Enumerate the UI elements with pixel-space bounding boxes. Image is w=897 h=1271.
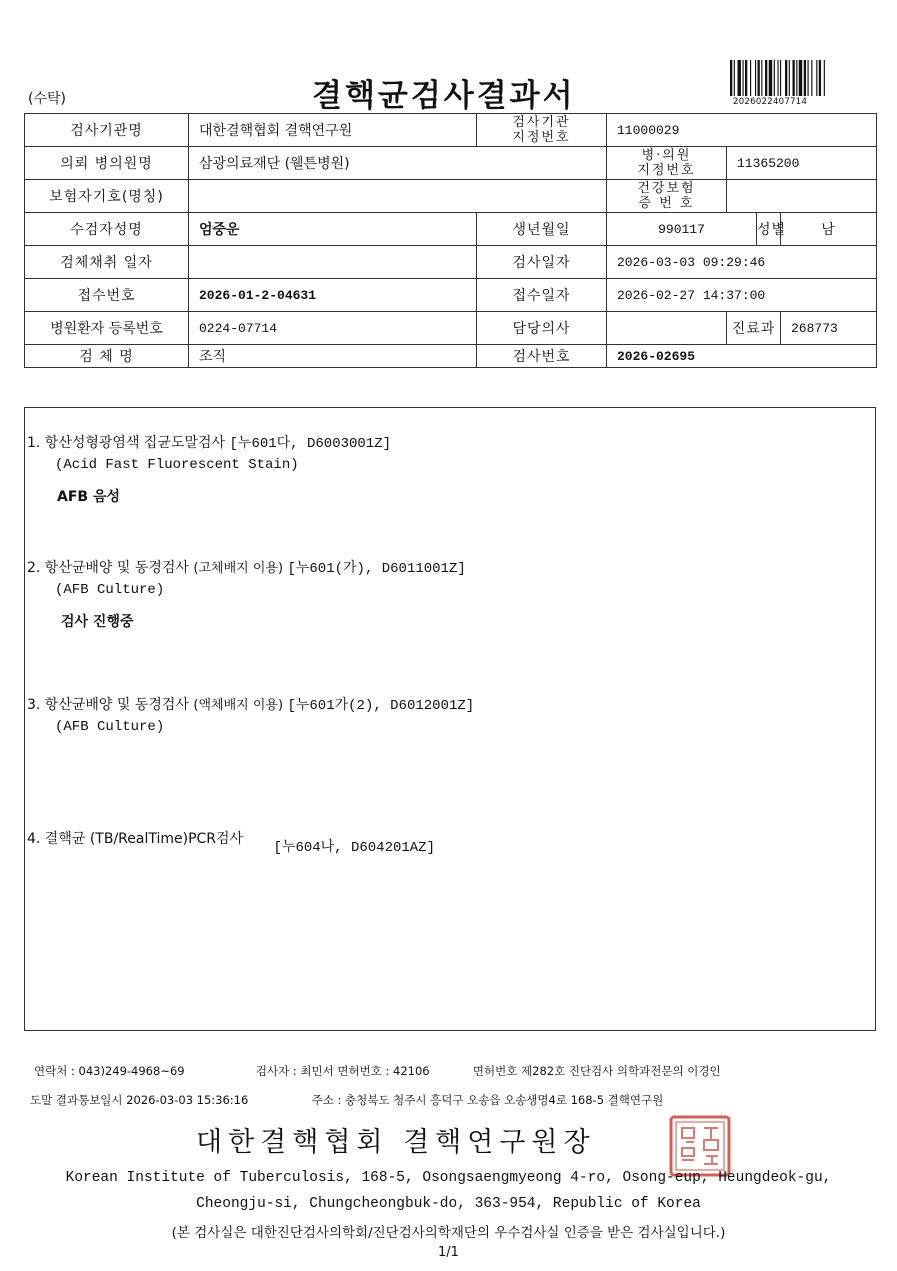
patient-label: 수검자성명	[25, 213, 189, 246]
page-number: 1/1	[438, 1245, 459, 1260]
result-item	[27, 694, 474, 738]
consignment-label: (수탁)	[28, 91, 66, 107]
specimen-value: 조직	[189, 345, 477, 368]
hospital-no-value: 11365200	[727, 147, 877, 180]
test-english: (AFB Culture)	[55, 582, 165, 598]
test-no-label: 검사번호	[477, 345, 607, 368]
receipt-date-label: 접수일자	[477, 279, 607, 312]
result-item	[27, 557, 466, 633]
barcode-number: 2026022407714	[733, 97, 808, 107]
result-item	[27, 828, 435, 856]
specimen-label: 검 체 명	[25, 345, 189, 368]
footer-line-2	[30, 1092, 663, 1108]
test-result: 검사 진행중	[61, 614, 134, 630]
health-no-value	[727, 180, 877, 213]
english-address-line-1: Korean Institute of Tuberculosis, 168-5, Osongsaengmyeong 4-ro, Osong-eup, Heungdeok-gu,	[65, 1170, 832, 1186]
collect-label: 검체채취 일자	[25, 246, 189, 279]
doctor-value	[607, 312, 727, 345]
reg-value: 0224-07714	[189, 312, 477, 345]
english-address-line-2: Cheongju-si, Chungcheongbuk-do, 363-954, Republic of Korea	[196, 1196, 701, 1212]
reg-label: 병원환자 등록번호	[25, 312, 189, 345]
test-code: [누601(가), D6011001Z]	[287, 561, 466, 577]
agency-no-label: 검사기관 지정번호	[477, 114, 607, 147]
test-medium: (액체배지 이용)	[193, 698, 284, 713]
health-no-label: 건강보험 증 번 호	[607, 180, 727, 213]
patient-value: 엄중운	[189, 213, 477, 246]
birth-label: 생년월일	[477, 213, 607, 246]
results-section	[24, 407, 876, 1031]
hospital-label: 의뢰 병의원명	[25, 147, 189, 180]
test-date-label: 검사일자	[477, 246, 607, 279]
patient-info-table	[24, 113, 877, 368]
test-no-value: 2026-02695	[607, 345, 877, 368]
test-code: [누604나, D604201AZ]	[273, 840, 435, 856]
agency-no-value: 11000029	[607, 114, 877, 147]
birth-value: 990117	[607, 213, 757, 246]
result-item	[27, 432, 391, 508]
test-title: 3. 항산균배양 및 동경검사	[27, 697, 189, 713]
dept-label: 진료과	[727, 312, 781, 345]
specialist-info: 면허번호 제282호 진단검사 의학과전문의 이경인	[472, 1064, 721, 1078]
dept-value: 268773	[781, 312, 877, 345]
test-title: 4. 결핵균 (TB/RealTime)PCR검사	[27, 831, 244, 847]
sex-value: 남	[781, 213, 877, 246]
test-english: (AFB Culture)	[55, 719, 165, 735]
contact-info: 연락처 : 043)249-4968~69	[34, 1064, 185, 1078]
hospital-value: 삼광의료재단 (웰튼병원)	[189, 147, 607, 180]
report-time: 도말 결과통보일시 2026-03-03 15:36:16	[30, 1093, 249, 1107]
collect-value	[189, 246, 477, 279]
examiner-info: 검사자 : 최민서 면허번호 : 42106	[255, 1064, 430, 1078]
document-title: 결핵균검사결과서	[312, 78, 576, 114]
insurer-value	[189, 180, 607, 213]
test-date-value: 2026-03-03 09:29:46	[607, 246, 877, 279]
barcode-icon	[730, 60, 858, 96]
certification-note: (본 검사실은 대한진단검사의학회/진단검사의학재단의 우수검사실 인증을 받은 검사실입니다.)	[171, 1225, 726, 1241]
test-medium: (고체배지 이용)	[193, 561, 284, 576]
test-code: [누601가(2), D6012001Z]	[287, 698, 475, 714]
organization-name: 대한결핵협회 결핵연구원장	[196, 1127, 596, 1158]
hospital-no-label: 병·의원 지정번호	[607, 147, 727, 180]
sex-label: 성별	[757, 213, 781, 246]
test-title: 1. 항산성형광염색 집균도말검사	[27, 435, 226, 451]
test-english: (Acid Fast Fluorescent Stain)	[55, 457, 299, 473]
test-title: 2. 항산균배양 및 동경검사	[27, 560, 189, 576]
agency-label: 검사기관명	[25, 114, 189, 147]
insurer-label: 보험자기호(명칭)	[25, 180, 189, 213]
footer-line-1	[34, 1063, 721, 1079]
agency-value: 대한결핵협회 결핵연구원	[189, 114, 477, 147]
test-code: [누601다, D6003001Z]	[229, 436, 392, 452]
doctor-label: 담당의사	[477, 312, 607, 345]
test-result: AFB 음성	[57, 489, 120, 505]
official-seal-icon	[668, 1114, 732, 1178]
receipt-label: 접수번호	[25, 279, 189, 312]
address-info: 주소 : 충청북도 청주시 흥덕구 오송읍 오송생명4로 168-5 결핵연구원	[311, 1093, 664, 1107]
receipt-date-value: 2026-02-27 14:37:00	[607, 279, 877, 312]
receipt-value: 2026-01-2-04631	[189, 279, 477, 312]
